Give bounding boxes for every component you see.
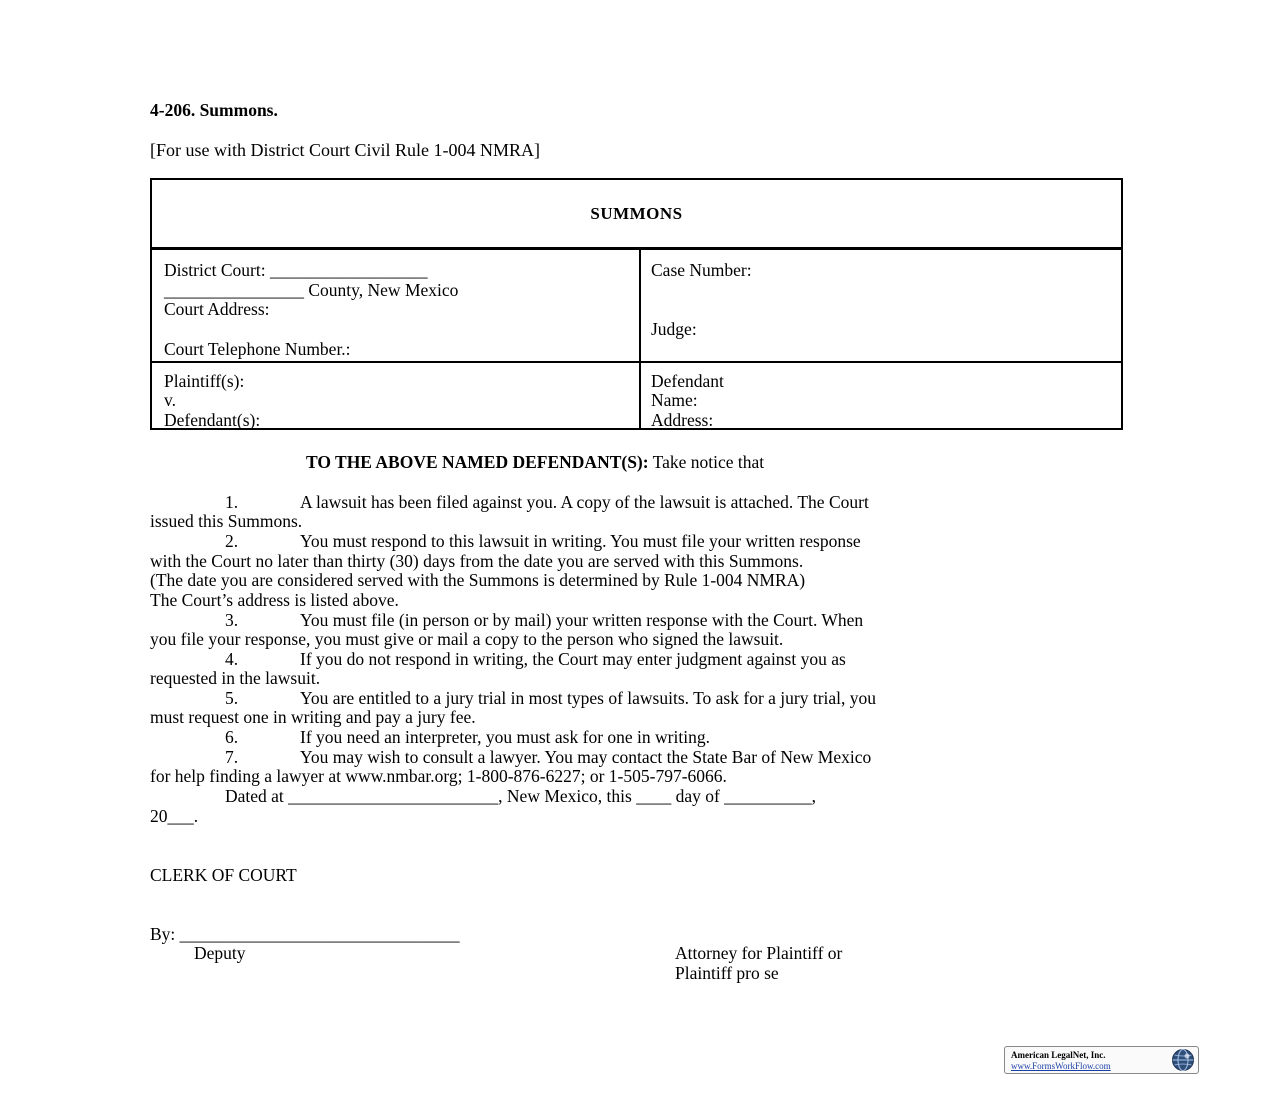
clerk-of-court-label: CLERK OF COURT	[150, 865, 297, 885]
case-number-field: Case Number:	[651, 260, 752, 280]
court-address-field: Court Address:	[164, 299, 270, 319]
item-text: requested in the lawsuit.	[150, 668, 321, 688]
attorney-label: Attorney for Plaintiff or	[675, 943, 843, 963]
item-text: must request one in writing and pay a jury fee.	[150, 707, 476, 727]
dated-line: Dated at ________________________, New Mexico, this ____ day of __________,	[225, 786, 817, 806]
item-text: for help finding a lawyer at www.nmbar.org; 1-800-876-6227; or 1-505-797-6066.	[150, 766, 727, 786]
legalnet-logo[interactable]	[1004, 1046, 1199, 1074]
county-field: ________________ County, New Mexico	[164, 280, 459, 300]
item-text: You may wish to consult a lawyer. You may contact the State Bar of New Mexico	[300, 747, 872, 767]
item-text: (The date you are considered served with the Summons is determined by Rule 1-004 NMRA)	[150, 570, 806, 590]
item-number: 1.	[225, 492, 239, 512]
item-text: If you do not respond in writing, the Court may enter judgment against you as	[300, 649, 846, 669]
defendant-address-field: Address:	[651, 410, 714, 430]
judge-field: Judge:	[651, 319, 697, 339]
form-title: 4-206. Summons.	[150, 100, 278, 120]
deputy-label: Deputy	[194, 943, 246, 963]
summons-header: SUMMONS	[152, 180, 1121, 250]
item-number: 2.	[225, 531, 239, 551]
versus-label: v.	[164, 390, 176, 410]
item-text: you file your response, you must give or mail a copy to the person who signed the lawsuit.	[150, 629, 784, 649]
defendants-field: Defendant(s):	[164, 410, 261, 430]
plaintiff-field: Plaintiff(s):	[164, 371, 245, 391]
court-phone-field: Court Telephone Number.:	[164, 339, 351, 359]
notice-heading-bold: TO THE ABOVE NAMED DEFENDANT(S):	[306, 452, 649, 472]
item-text: You must respond to this lawsuit in writing. You must file your written response	[300, 531, 861, 551]
defendant-name-field: Name:	[651, 390, 698, 410]
district-court-field: District Court: __________________	[164, 260, 428, 280]
item-text: A lawsuit has been filed against you. A copy of the lawsuit is attached. The Court	[300, 492, 869, 512]
item-number: 7.	[225, 747, 239, 767]
notice-heading	[306, 452, 764, 472]
column-divider	[639, 250, 641, 430]
form-subtitle: [For use with District Court Civil Rule 1-004 NMRA]	[150, 140, 540, 160]
item-number: 3.	[225, 610, 239, 630]
item-number: 4.	[225, 649, 239, 669]
item-number: 5.	[225, 688, 239, 708]
row-divider	[152, 361, 1121, 363]
item-text: issued this Summons.	[150, 511, 303, 531]
dated-year-line: 20___.	[150, 806, 199, 826]
clerk-signature-line: By: ________________________________	[150, 924, 460, 944]
notice-heading-rest: Take notice that	[648, 452, 765, 472]
item-text: If you need an interpreter, you must ask for one in writing.	[300, 727, 710, 747]
plaintiff-pro-se-label: Plaintiff pro se	[675, 963, 779, 983]
logo-company-name: American LegalNet, Inc.	[1011, 1050, 1106, 1060]
globe-icon	[1171, 1048, 1195, 1072]
item-number: 6.	[225, 727, 239, 747]
item-text: with the Court no later than thirty (30) days from the date you are served with this Summons.	[150, 551, 804, 571]
item-text: You must file (in person or by mail) your written response with the Court. When	[300, 610, 864, 630]
logo-url-link[interactable]: www.FormsWorkFlow.com	[1011, 1061, 1111, 1071]
summons-caption-box	[150, 178, 1123, 430]
item-text: The Court’s address is listed above.	[150, 590, 399, 610]
item-text: You are entitled to a jury trial in most types of lawsuits. To ask for a jury trial, you	[300, 688, 877, 708]
defendant-label: Defendant	[651, 371, 724, 391]
